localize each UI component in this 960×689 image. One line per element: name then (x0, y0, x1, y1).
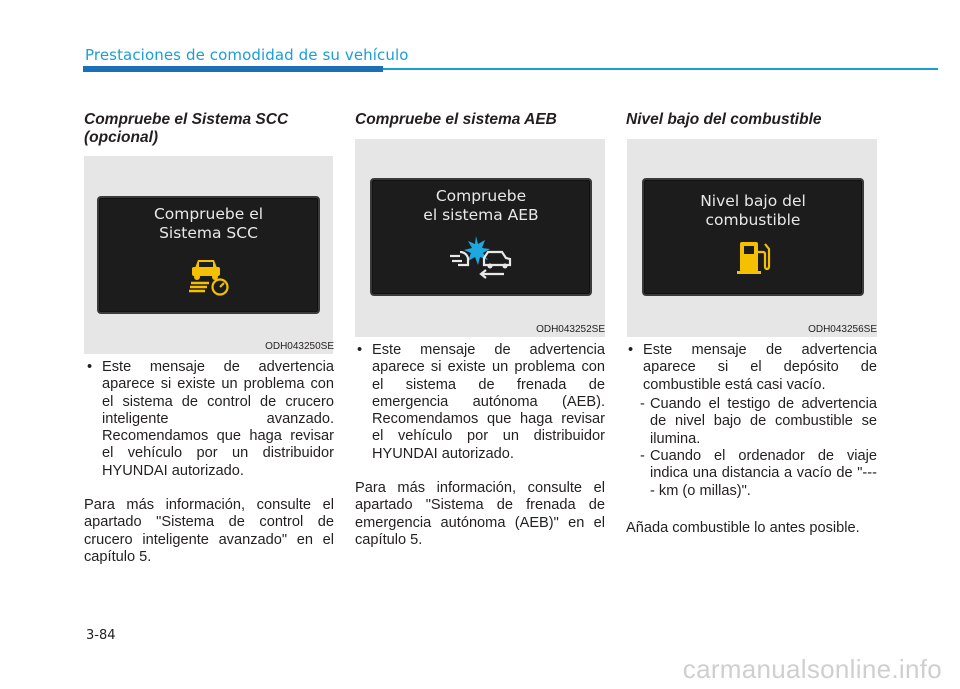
figure-scc (84, 156, 333, 354)
dash-glyph: - (640, 396, 645, 412)
sub-item-fuel-1 (640, 396, 877, 448)
fuel-pump-icon (734, 238, 774, 278)
header-bar (83, 66, 383, 72)
figure-fuel (627, 139, 877, 337)
sub-item-text: Cuando el testigo de advertencia de nivel bajo de combustible se ilumina. (650, 396, 877, 447)
figure-code-scc: ODH043250SE (265, 341, 334, 352)
display-screen-aeb (370, 178, 592, 296)
heading-fuel: Nivel bajo del combustible (626, 111, 822, 128)
bullet-text: Este mensaje de advertencia aparece si existe un problema con el sistema de frenada de emergencia autónoma (AEB). Recomendamos que haga revisar el vehículo por un distribuidor HYUNDAI autorizado. (372, 342, 605, 462)
screen-text-aeb (372, 187, 590, 225)
paragraph-scc: Para más información, consulte el apartado "Sistema de control de crucero inteligente avanzado" en el capítulo 5. (84, 497, 334, 565)
heading-scc-line1: Compruebe el Sistema SCC (84, 111, 289, 128)
aeb-collision-icon (446, 232, 518, 282)
paragraph-aeb: Para más información, consulte el apartado "Sistema de frenada de emergencia autónoma (AEB)" en el capítulo 5. (355, 480, 605, 548)
header-rule (383, 68, 938, 70)
figure-code-fuel: ODH043256SE (808, 324, 877, 335)
screen-text-fuel (644, 192, 862, 230)
section-title: Prestaciones de comodidad de su vehículo (85, 46, 409, 64)
bullet-dot: • (87, 359, 93, 375)
dash-glyph: - (640, 448, 645, 464)
screen-line1: Compruebe el (153, 205, 264, 223)
figure-aeb (355, 139, 605, 337)
bullet-text: Este mensaje de advertencia aparece si el depósito de combustible está casi vacío. (643, 342, 877, 393)
screen-text-scc (99, 205, 318, 243)
heading-scc (84, 111, 334, 147)
bullet-fuel (628, 342, 877, 394)
page-number: 3-84 (86, 628, 116, 643)
screen-line1: Compruebe (435, 187, 527, 205)
bullet-dot: • (357, 342, 363, 358)
bullet-scc (87, 359, 334, 480)
bullet-text: Este mensaje de advertencia aparece si existe un problema con el sistema de control de crucero inteligente avanzado. Recomendamos que haga revisar el vehículo por un distribuidor HYUNDAI autorizado. (102, 359, 334, 479)
figure-code-aeb: ODH043252SE (536, 324, 605, 335)
heading-scc-line2: (opcional) (84, 129, 159, 146)
bullet-aeb (357, 342, 605, 463)
paragraph-fuel: Añada combustible lo antes posible. (626, 520, 860, 536)
screen-line2: Sistema SCC (159, 224, 258, 242)
screen-line1: Nivel bajo del (700, 192, 806, 210)
heading-aeb: Compruebe el sistema AEB (355, 111, 557, 128)
screen-line2: combustible (705, 211, 801, 229)
sub-item-fuel-2 (640, 448, 877, 500)
display-screen-scc (97, 196, 320, 314)
watermark: carmanualsonline.info (682, 654, 942, 684)
scc-cruise-control-icon (185, 254, 233, 298)
display-screen-fuel (642, 178, 864, 296)
sub-item-text: Cuando el ordenador de viaje indica una distancia a vacío de "---- km (o millas)". (650, 448, 877, 499)
screen-line2: el sistema AEB (423, 206, 539, 224)
bullet-dot: • (628, 342, 634, 358)
